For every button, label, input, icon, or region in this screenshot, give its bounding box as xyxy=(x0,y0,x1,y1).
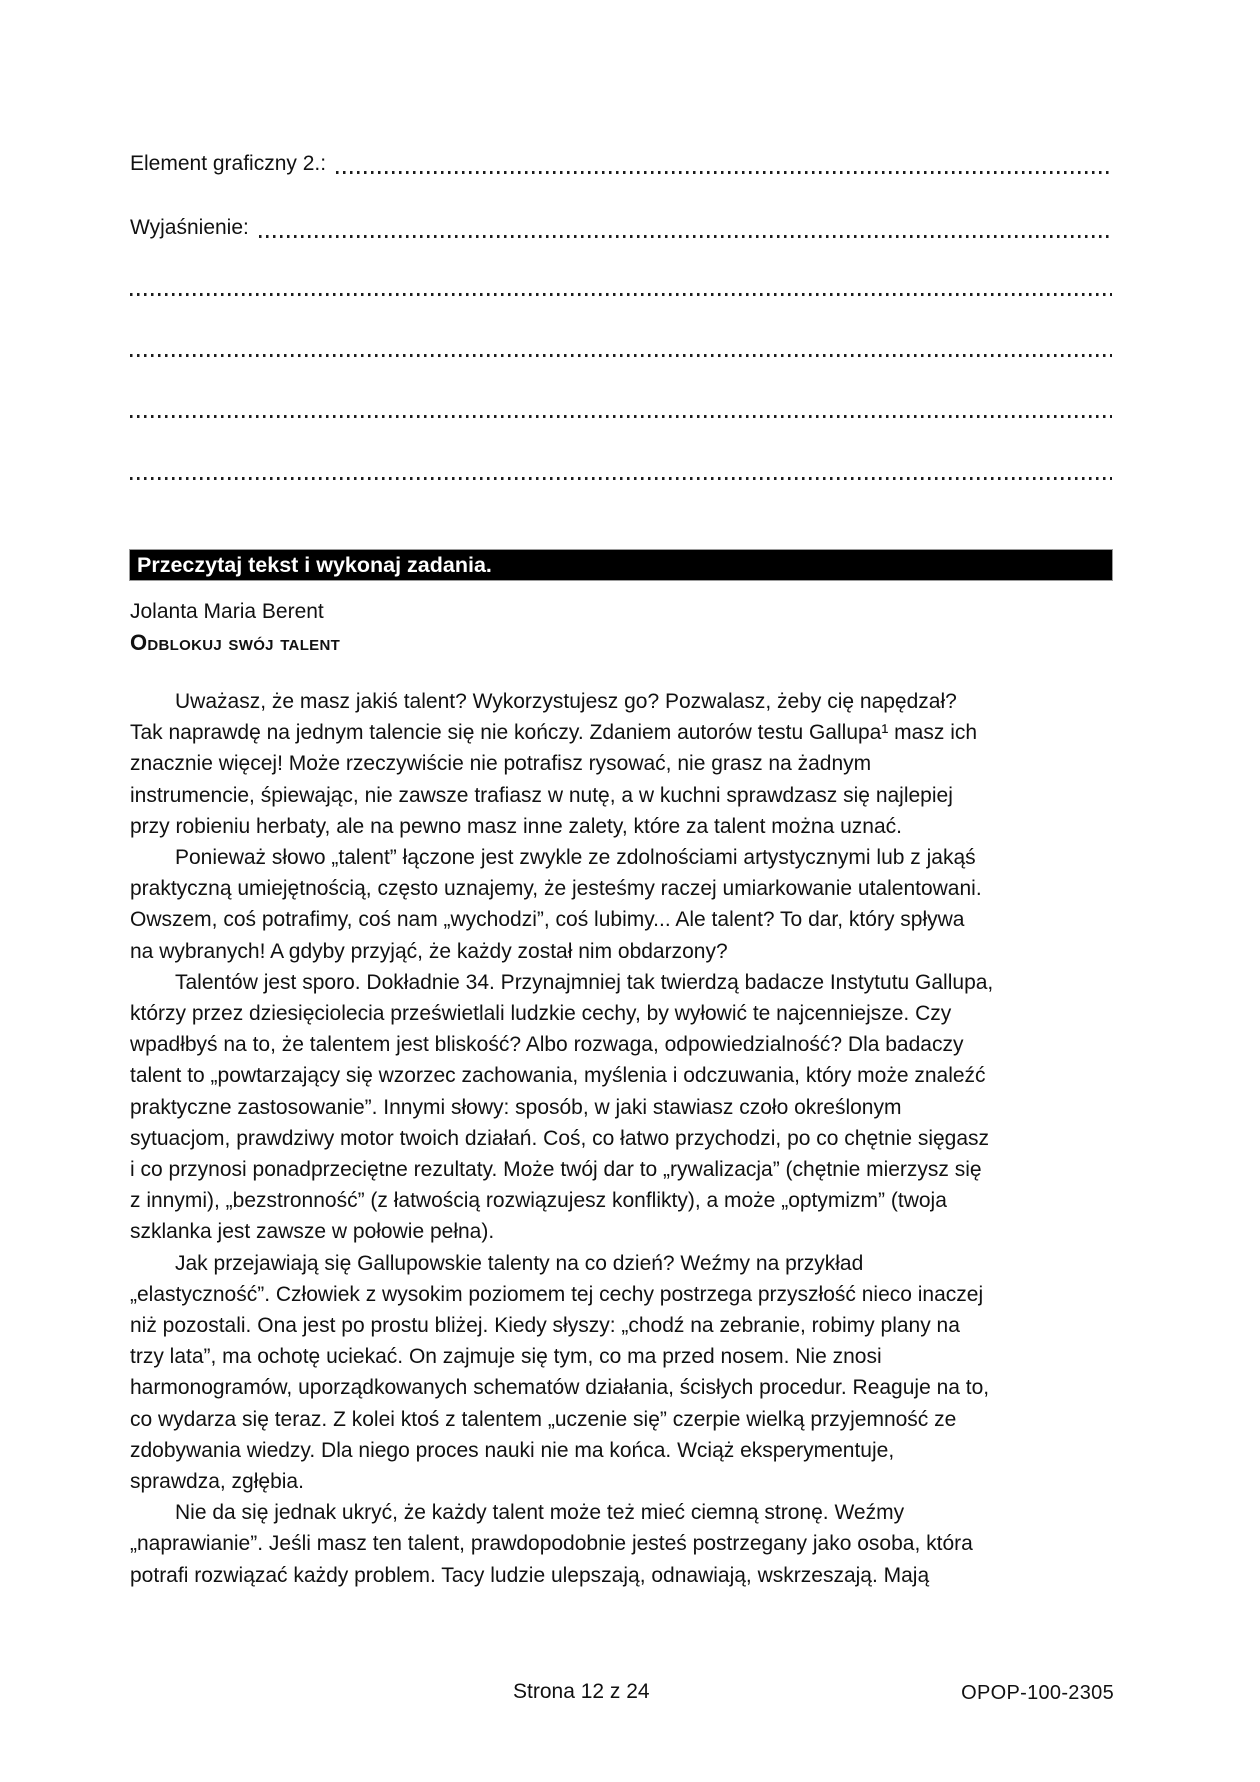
element-graphic-label: Element graficzny 2.: xyxy=(130,152,327,175)
answer-line xyxy=(130,477,1112,480)
article-paragraph: Jak przejawiają się Gallupowskie talenty na co dzień? Weźmy na przykład „elastyczność”. Człowiek z wysokim poziomem tej cechy postrzega przyszłość nieco inaczej niż pozostali. Ona jest po prostu bliżej. Kiedy słyszy: „chodź na zebranie, robimy plany na trzy lata”, ma ochotę uciekać. On zajmuje się tym, co ma przed nosem. Nie znosi harmonogramów, uporządkowanych schematów działania, ścisłych procedur. Reaguje na to, co wydarza się teraz. Z kolei ktoś z talentem „uczenie się” czerpie wielką przyjemność ze zdobywania wiedzy. Dla niego proces nauki nie ma końca. Wciąż eksperymentuje, sprawdza, zgłębia. xyxy=(130,1251,990,1494)
footer-doc-code: OPOP-100-2305 xyxy=(961,1682,1114,1704)
element-graphic-dotted-line xyxy=(336,171,1112,174)
article-author: Jolanta Maria Berent xyxy=(130,600,324,623)
explanation-label: Wyjaśnienie: xyxy=(130,216,249,239)
article-paragraph: Talentów jest sporo. Dokładnie 34. Przynajmniej tak twierdzą badacze Instytutu Gallupa, którzy przez dziesięciolecia prześwietlali ludzkie cechy, by wyłowić te najcenniejsze. Czy wpadłbyś na to, że talentem jest bliskość? Albo rozwaga, odpowiedzialność? Dla badaczy talent to „powtarzający się wzorzec zachowania, myślenia i odczuwania, który może znaleźć praktyczne zastosowanie”. Innymi słowy: sposób, w jaki stawiasz czoło określonym sytuacjom, prawdziwy motor twoich działań. Coś, co łatwo przychodzi, po co chętnie sięgasz i co przynosi ponadprzeciętne rezultaty. Może twój dar to „rywalizacja” (chętnie mierzysz się z innymi), „bezstronność” (z łatwością rozwiązujesz konflikty), a może „optymizm” (twoja szklanka jest zawsze w połowie pełna). xyxy=(130,970,994,1244)
element-graphic-field xyxy=(130,150,1112,178)
article-paragraph: Ponieważ słowo „talent” łączone jest zwykle ze zdolnościami artystycznymi lub z jakąś praktyczną umiejętnością, często uznajemy, że jesteśmy raczej umiarkowanie utalentowani. Owszem, coś potrafimy, coś nam „wychodzi”, coś lubimy... Ale talent? To dar, który spływa na wybranych! A gdyby przyjąć, że każdy został nim obdarzony? xyxy=(130,846,982,963)
article-title: Odblokuj swój talent xyxy=(130,630,341,655)
article-paragraph: Nie da się jednak ukryć, że każdy talent może też mieć ciemną stronę. Weźmy „naprawianie”. Jeśli masz ten talent, prawdopodobnie jesteś postrzegany jako osoba, która potrafi rozwiązać każdy problem. Tacy ludzie ulepszają, odnawiają, wskrzeszają. Mają xyxy=(130,1501,973,1587)
answer-line xyxy=(130,293,1112,296)
instruction-banner: Przeczytaj tekst i wykonaj zadania. xyxy=(130,550,1112,580)
article-paragraph: Uważasz, że masz jakiś talent? Wykorzystujesz go? Pozwalasz, żeby cię napędzał? Tak naprawdę na jednym talencie się nie kończy. Zdaniem autorów testu Gallupa¹ masz ich znacznie więcej! Może rzeczywiście nie potrafisz rysować, nie grasz na żadnym instrumencie, śpiewając, nie zawsze trafiasz w nutę, a w kuchni sprawdzasz się najlepiej przy robieniu herbaty, ale na pewno masz inne zalety, które za talent można uznać. xyxy=(130,690,978,838)
footer-page-number: Strona 12 z 24 xyxy=(513,1680,650,1703)
answer-line xyxy=(130,415,1112,418)
explanation-field xyxy=(130,214,1112,242)
explanation-dotted-line xyxy=(259,235,1112,238)
article-body xyxy=(130,686,1112,1591)
answer-line xyxy=(130,354,1112,357)
